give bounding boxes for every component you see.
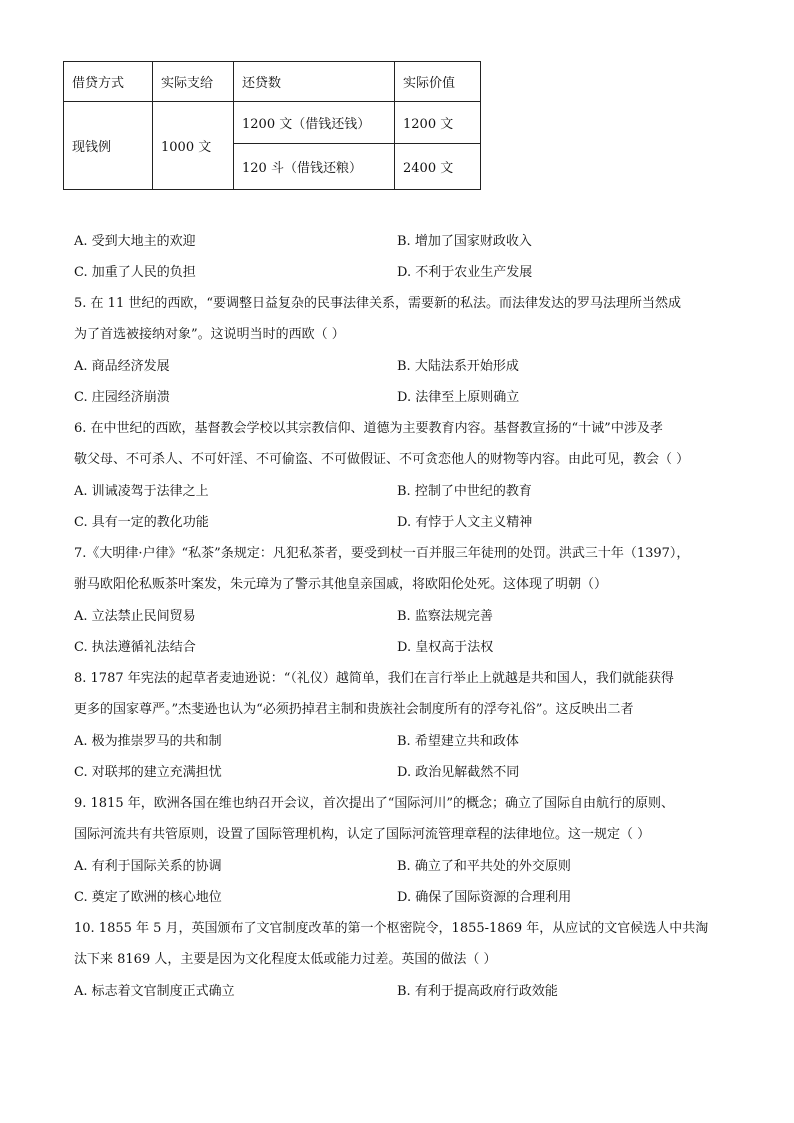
q5-option-b[interactable]: B. 大陆法系开始形成 bbox=[397, 359, 519, 374]
q9-option-d[interactable]: D. 确保了国际资源的合理利用 bbox=[397, 890, 572, 905]
q5-option-a[interactable]: A. 商品经济发展 bbox=[74, 359, 170, 374]
q10-stem-line-1: 10. 1855 年 5 月，英国颁布了文官制度改革的第一个枢密院令，1855-1869 年，从应试的文官候选人中共淘 bbox=[74, 921, 709, 936]
q7-stem-line-1: 7.《大明律·户律》“私茶”条规定：凡犯私茶者，要受到杖一百并服三年徒刑的处罚。洪武三十年（1397）， bbox=[74, 546, 690, 561]
q6-stem-line-1: 6. 在中世纪的西欧，基督教会学校以其宗教信仰、道德为主要教育内容。基督教宣扬的“十诫”中涉及孝 bbox=[74, 421, 663, 436]
header-cell: 借贷方式 bbox=[64, 62, 153, 102]
q7-stem-line-2: 驸马欧阳伦私贩茶叶案发，朱元璋为了警示其他皇亲国戚，将欧阳伦处死。这体现了明朝（） bbox=[74, 577, 608, 592]
row-label-cell: 现钱例 bbox=[64, 102, 153, 190]
q8-option-a[interactable]: A. 极为推崇罗马的共和制 bbox=[74, 734, 222, 749]
q8-stem-line-1: 8. 1787 年宪法的起草者麦迪逊说：“（礼仪）越简单，我们在言行举止上就越是共和国人，我们就能获得 bbox=[74, 671, 674, 686]
q4-option-c[interactable]: C. 加重了人民的负担 bbox=[74, 265, 196, 280]
q9-stem-line-2: 国际河流共有共管原则，设置了国际管理机构，认定了国际河流管理章程的法律地位。这一规定（ ） bbox=[74, 827, 651, 842]
q6-option-d[interactable]: D. 有悖于人文主义精神 bbox=[397, 515, 533, 530]
q10-stem-line-2: 汰下来 8169 人，主要是因为文化程度太低或能力过差。英国的做法（ ） bbox=[74, 952, 497, 967]
q4-option-d[interactable]: D. 不利于农业生产发展 bbox=[397, 265, 533, 280]
q4-option-a[interactable]: A. 受到大地主的欢迎 bbox=[74, 234, 196, 249]
q6-option-c[interactable]: C. 具有一定的教化功能 bbox=[74, 515, 209, 530]
q9-stem-line-1: 9. 1815 年，欧洲各国在维也纳召开会议，首次提出了“国际河川”的概念；确立了国际自由航行的原则、 bbox=[74, 796, 675, 811]
q9-option-a[interactable]: A. 有利于国际关系的协调 bbox=[74, 859, 222, 874]
q8-option-d[interactable]: D. 政治见解截然不同 bbox=[397, 765, 520, 780]
row-amount-cell: 1000 文 bbox=[153, 102, 234, 190]
q10-option-a[interactable]: A. 标志着文官制度正式确立 bbox=[74, 984, 235, 999]
q7-option-b[interactable]: B. 监察法规完善 bbox=[397, 609, 493, 624]
q9-option-c[interactable]: C. 奠定了欧洲的核心地位 bbox=[74, 890, 222, 905]
loan-table bbox=[63, 61, 481, 190]
repay-amount-cell: 120 斗（借钱还粮） bbox=[234, 144, 395, 190]
q5-option-d[interactable]: D. 法律至上原则确立 bbox=[397, 390, 520, 405]
table-row bbox=[64, 102, 481, 144]
q5-stem-line-1: 5. 在 11 世纪的西欧，“要调整日益复杂的民事法律关系，需要新的私法。而法律发达的罗马法理所当然成 bbox=[74, 296, 681, 311]
q6-option-b[interactable]: B. 控制了中世纪的教育 bbox=[397, 484, 532, 499]
q5-stem-line-2: 为了首选被接纳对象”。这说明当时的西欧（ ） bbox=[74, 327, 345, 342]
q10-option-b[interactable]: B. 有利于提高政府行政效能 bbox=[397, 984, 558, 999]
q9-option-b[interactable]: B. 确立了和平共处的外交原则 bbox=[397, 859, 571, 874]
q7-option-c[interactable]: C. 执法遵循礼法结合 bbox=[74, 640, 196, 655]
q4-option-b[interactable]: B. 增加了国家财政收入 bbox=[397, 234, 532, 249]
header-cell: 还贷数 bbox=[234, 62, 395, 102]
q7-option-d[interactable]: D. 皇权高于法权 bbox=[397, 640, 494, 655]
q5-option-c[interactable]: C. 庄园经济崩溃 bbox=[74, 390, 170, 405]
q7-option-a[interactable]: A. 立法禁止民间贸易 bbox=[74, 609, 196, 624]
table-header-row bbox=[64, 62, 481, 102]
q6-option-a[interactable]: A. 训诫凌驾于法律之上 bbox=[74, 484, 209, 499]
q6-stem-line-2: 敬父母、不可杀人、不可奸淫、不可偷盗、不可做假证、不可贪恋他人的财物等内容。由此可见，教会（ ） bbox=[74, 452, 690, 467]
q8-option-c[interactable]: C. 对联邦的建立充满担忧 bbox=[74, 765, 222, 780]
header-cell: 实际价值 bbox=[395, 62, 481, 102]
repay-value-cell: 2400 文 bbox=[395, 144, 481, 190]
q8-stem-line-2: 更多的国家尊严。”杰斐逊也认为“必须扔掉君主制和贵族社会制度所有的浮夸礼俗”。这反映出二者 bbox=[74, 702, 634, 717]
repay-value-cell: 1200 文 bbox=[395, 102, 481, 144]
header-cell: 实际支给 bbox=[153, 62, 234, 102]
q8-option-b[interactable]: B. 希望建立共和政体 bbox=[397, 734, 519, 749]
repay-amount-cell: 1200 文（借钱还钱） bbox=[234, 102, 395, 144]
